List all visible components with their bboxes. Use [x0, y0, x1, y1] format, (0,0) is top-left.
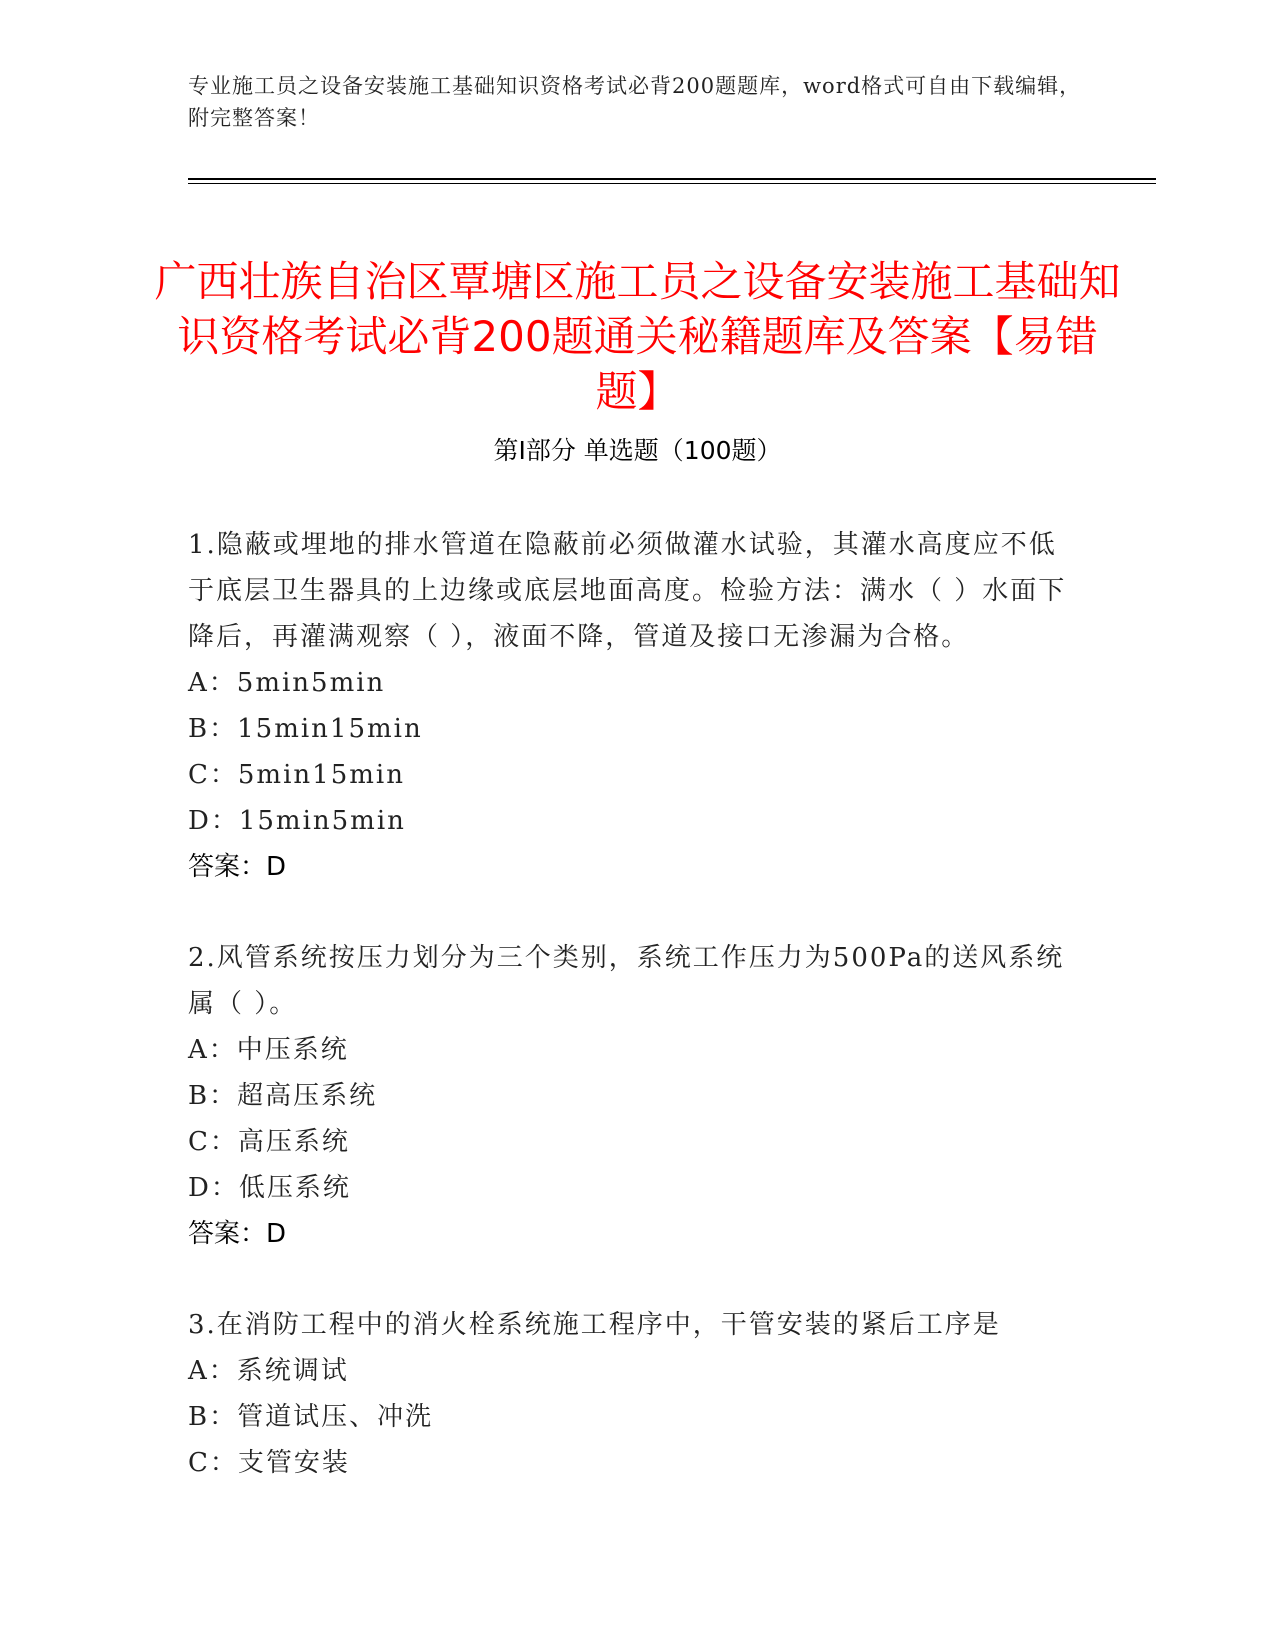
option-b: B：15min15min [188, 714, 423, 744]
question-2 [188, 935, 1068, 1257]
answer-line: 答案：D [188, 852, 287, 882]
option-c: C：高压系统 [188, 1127, 350, 1157]
header-rule-thick [188, 178, 1156, 180]
option-d: D：低压系统 [188, 1173, 351, 1203]
option-d: D：15min5min [188, 806, 406, 836]
question-list [188, 522, 1068, 1531]
option-b: B：超高压系统 [188, 1081, 378, 1111]
option-b: B：管道试压、冲洗 [188, 1402, 434, 1432]
option-c: C：支管安装 [188, 1448, 350, 1478]
document-title: 广西壮族自治区覃塘区施工员之设备安装施工基础知识资格考试必背200题通关秘籍题库及答案【易错题】 [154, 257, 1121, 417]
question-stem: 2.风管系统按压力划分为三个类别，系统工作压力为500Pa的送风系统属（ ）。 [188, 943, 1065, 1019]
section-heading: 第Ⅰ部分 单选题（100题） [493, 436, 782, 465]
option-a: A：系统调试 [188, 1356, 349, 1386]
option-c: C：5min15min [188, 760, 405, 790]
option-a: A：中压系统 [188, 1035, 349, 1065]
header-note: 专业施工员之设备安装施工基础知识资格考试必背200题题库，word格式可自由下载编辑，附完整答案！ [188, 74, 1082, 130]
question-stem: 1.隐蔽或埋地的排水管道在隐蔽前必须做灌水试验，其灌水高度应不低于底层卫生器具的上边缘或底层地面高度。检验方法：满水（ ）水面下降后，再灌满观察（ ），液面不降，管道及接口无渗漏为合格。 [188, 530, 1067, 652]
header-rule-thin [188, 183, 1156, 184]
question-3 [188, 1302, 1068, 1486]
option-a: A：5min5min [188, 668, 386, 698]
question-stem: 3.在消防工程中的消火栓系统施工程序中，干管安装的紧后工序是 [188, 1310, 1001, 1340]
answer-line: 答案：D [188, 1219, 287, 1249]
question-1 [188, 522, 1068, 890]
